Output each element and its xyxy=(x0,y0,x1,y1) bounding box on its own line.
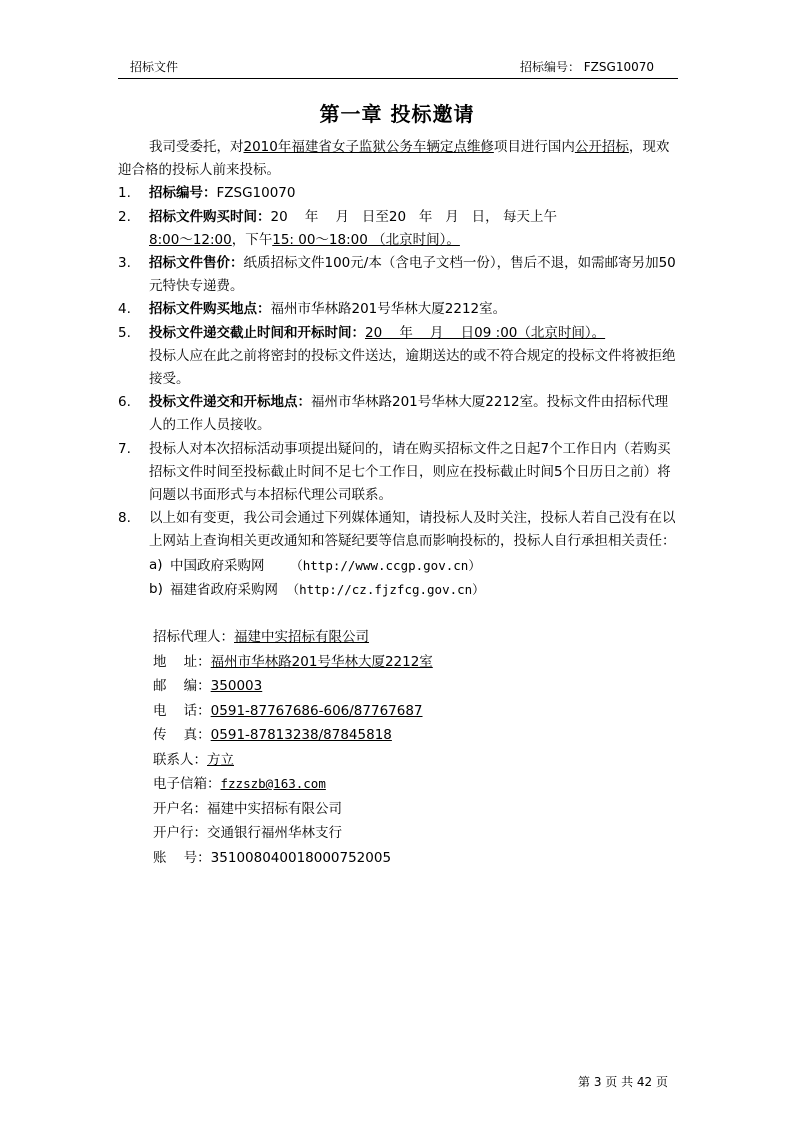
page-header xyxy=(118,54,678,79)
agent-row: 账 号：35100804001800075200​5 xyxy=(153,849,392,866)
email-link[interactable]: fzzszb@163.com xyxy=(220,776,326,792)
list-item: 5. 投标文件递交截止时间和开标时间：20 年 月 日09 :00（北京时间）。 投标人应在此之前将密封的投标文件送达，逾期送达的或不符合规定的投标文件将被拒绝接受。 xyxy=(118,324,676,388)
page-number: 第 3 页 共 42 页 xyxy=(578,1075,668,1089)
list-item: 4. 招标文件购买地点：福州市华林路201号华林大厦2212室。 xyxy=(118,301,507,318)
project-name: 2010年福建省女子监狱公务车辆定点维修 xyxy=(243,139,494,155)
header-tender-number: 招标编号： FZSG10070 xyxy=(519,60,654,74)
list-item: 8. 以上如有变更，我公司会通过下列媒体通知，请投标人及时关注，投标人若自己没有在以上网站上查询相关更改通知和答疑纪要等信息而影响投标的，投标人自行承担相关责任： xyxy=(118,510,676,550)
chapter-title: 第一章 投标邀请 xyxy=(319,102,475,126)
agent-row: 招标代理人：福建中实招标有限公司 xyxy=(153,629,369,646)
intro-paragraph: 我司受委托，对2010年福建省女子监狱公务车辆定点维修项目进行国内公开招标，现欢迎合格的投标人前来投标。 xyxy=(118,139,670,179)
fjzfcg-link[interactable]: （http://cz.fjzfcg.gov.cn） xyxy=(286,581,485,597)
agent-row: 电 话：0591-87767686-606/87767687 xyxy=(153,702,423,719)
ccgp-link[interactable]: （http://www.ccgp.gov.cn） xyxy=(290,557,481,573)
tender-method: 公开招标 xyxy=(574,139,629,155)
list-item: 3. 招标文件售价：纸质招标文件100元/本（含电子文档一份），售后不退，如需邮寄另加50元特快专递费。 xyxy=(118,255,676,295)
agent-row: 传 真：0591-87813238/87845818 xyxy=(153,727,392,744)
list-item: 7. 投标人对本次招标活动事项提出疑问的，请在购买招标文件之日起7个工作日内（若购买招标文件时间至投标截止时间不足七个工作日，则应在投标截止时间5个日历日之前）将问题以书面形式与本招标代理公司联系。 xyxy=(118,440,671,504)
list-item: 6. 投标文件递交和开标地点：福州市华林路201号华林大厦2212室。投标文件由招标代理人的工作人员接收。 xyxy=(118,394,669,434)
agent-contact-block xyxy=(118,625,678,870)
agent-row: 联系人：方立 xyxy=(153,751,234,768)
media-item-fjzfcg: b) 福建省政府采购网 （http://cz.fjzfcg.gov.cn） xyxy=(149,580,485,598)
agent-row: 开户行：交通银行福州华林支行 xyxy=(153,825,342,842)
list-item: 2. 招标文件购买时间：20 年 月 日至20 年 月 日， 每天上午 8:00～12:00，下午15: 00～18:00 （北京时间）。 xyxy=(118,208,557,248)
list-item: 1. 招标编号：FZSG10070 xyxy=(118,185,296,202)
media-item-ccgp: a) 中国政府采购网 （http://www.ccgp.gov.cn） xyxy=(149,556,481,574)
agent-row: 邮 编：350003 xyxy=(153,678,263,695)
header-doc-title: 招标文件 xyxy=(130,60,179,74)
agent-row: 电子信箱：fzzszb@163.com xyxy=(153,776,326,793)
agent-row: 地 址：福州市华林路201号华林大厦2212室 xyxy=(153,653,433,670)
agent-row: 开户名：福建中实招标有限公司 xyxy=(153,800,342,817)
document-body xyxy=(118,136,678,870)
